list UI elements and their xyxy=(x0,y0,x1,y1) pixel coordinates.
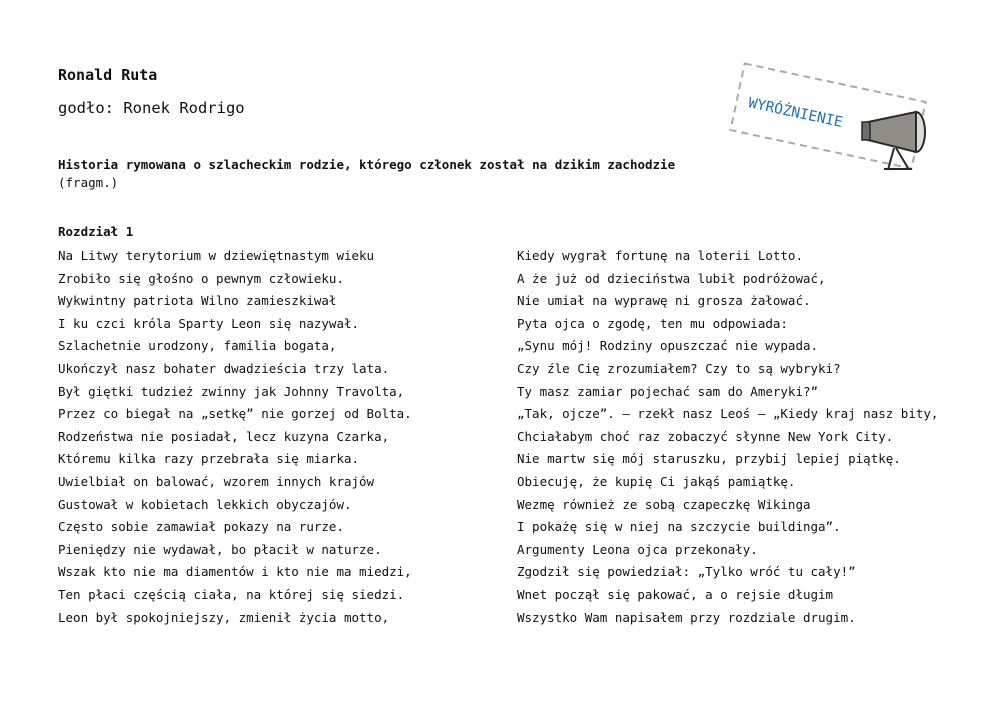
distinction-stamp-graphic xyxy=(726,52,931,177)
poem-left-line: Ten płaci częścią ciała, na której się siedzi. xyxy=(58,586,405,602)
distinction-stamp xyxy=(726,52,931,177)
poem-right-line: Zgodził się powiedział: „Tylko wróć tu cały!” xyxy=(517,564,856,580)
poem-left-line: Był giętki tudzież zwinny jak Johnny Travolta, xyxy=(58,383,405,399)
poem-left-line: Często sobie zamawiał pokazy na rurze. xyxy=(58,519,344,535)
poem-left-line: Uwielbiał on balować, wzorem innych krajów xyxy=(58,473,375,489)
poem-right-line: Wnet począł się pakować, a o rejsie długim xyxy=(517,586,834,602)
poem-left-line: Przez co biegał na „setkę” nie gorzej od Bolta. xyxy=(58,406,412,422)
poem-right-line: Kiedy wygrał fortunę na loterii Lotto. xyxy=(517,248,803,263)
poem-left-line: Wszak kto nie ma diamentów i kto nie ma miedzi, xyxy=(58,564,412,580)
poem-column-right xyxy=(517,245,938,629)
poem-left-line: Któremu kilka razy przebrała się miarka. xyxy=(58,451,360,467)
poem-left-line: Rodzeństwa nie posiadał, lecz kuzyna Czarka, xyxy=(58,428,390,444)
poem-right-line: Nie umiał na wyprawę ni grosza żałować. xyxy=(517,293,811,309)
poem-right-line: Argumenty Leona ojca przekonały. xyxy=(517,541,758,557)
poem-left-line: Szlachetnie urodzony, familia bogata, xyxy=(58,338,337,354)
poem-left-line: Zrobiło się głośno o pewnym człowieku. xyxy=(58,270,344,286)
poem-left-line: I ku czci króla Sparty Leon się nazywał. xyxy=(58,315,360,331)
author-motto: godło: Ronek Rodrigo xyxy=(58,99,245,117)
poem-left-line: Ukończył nasz bohater dwadzieścia trzy lata. xyxy=(58,360,390,376)
poem-right-line: Wszystko Wam napisałem przy rozdziale drugim. xyxy=(517,609,856,625)
poem-right-line: Wezmę również ze sobą czapeczkę Wikinga xyxy=(517,496,811,512)
poem-left-line: Wykwintny patriota Wilno zamieszkiwał xyxy=(58,293,337,309)
poem-right-line: Nie martw się mój staruszku, przybij lepiej piątkę. xyxy=(517,451,901,467)
poem-left-line: Gustował w kobietach lekkich obyczajów. xyxy=(58,496,352,512)
poem-left-line: Leon był spokojniejszy, zmienił życia motto, xyxy=(58,609,390,625)
poem-left-line: Na Litwy terytorium w dziewiętnastym wieku xyxy=(58,248,375,263)
poem-left-line: Pieniędzy nie wydawał, bo płacił w naturze. xyxy=(58,541,382,557)
poem-right-line: „Synu mój! Rodziny opuszczać nie wypada. xyxy=(517,338,819,354)
megaphone-icon xyxy=(862,112,925,170)
author-name: Ronald Ruta xyxy=(58,66,158,84)
distinction-label: WYRÓŻNIENIE xyxy=(746,95,845,132)
work-subtitle: (fragm.) xyxy=(58,175,119,190)
poem-right-line: Czy źle Cię zrozumiałem? Czy to są wybryki? xyxy=(517,360,841,376)
poem-right-line: I pokażę się w niej na szczycie buildinga”. xyxy=(517,519,841,535)
chapter-heading: Rozdział 1 xyxy=(58,224,134,239)
poem-right-line: Chciałabym choć raz zobaczyć słynne New York City. xyxy=(517,428,894,444)
poem-right-line: Ty masz zamiar pojechać sam do Ameryki?” xyxy=(517,383,819,399)
work-title: Historia rymowana o szlacheckim rodzie, którego członek został na dzikim zachodzie xyxy=(58,157,676,172)
poem-column-left xyxy=(58,245,412,629)
poem-right-line: „Tak, ojcze”. – rzekł nasz Leoś – „Kiedy kraj nasz bity, xyxy=(517,406,939,422)
poem-right-line: Pyta ojca o zgodę, ten mu odpowiada: xyxy=(517,315,788,331)
poem-right-line: Obiecuję, że kupię Ci jakąś pamiątkę. xyxy=(517,473,796,489)
poem-right-line: A że już od dzieciństwa lubił podróżować, xyxy=(517,270,826,286)
